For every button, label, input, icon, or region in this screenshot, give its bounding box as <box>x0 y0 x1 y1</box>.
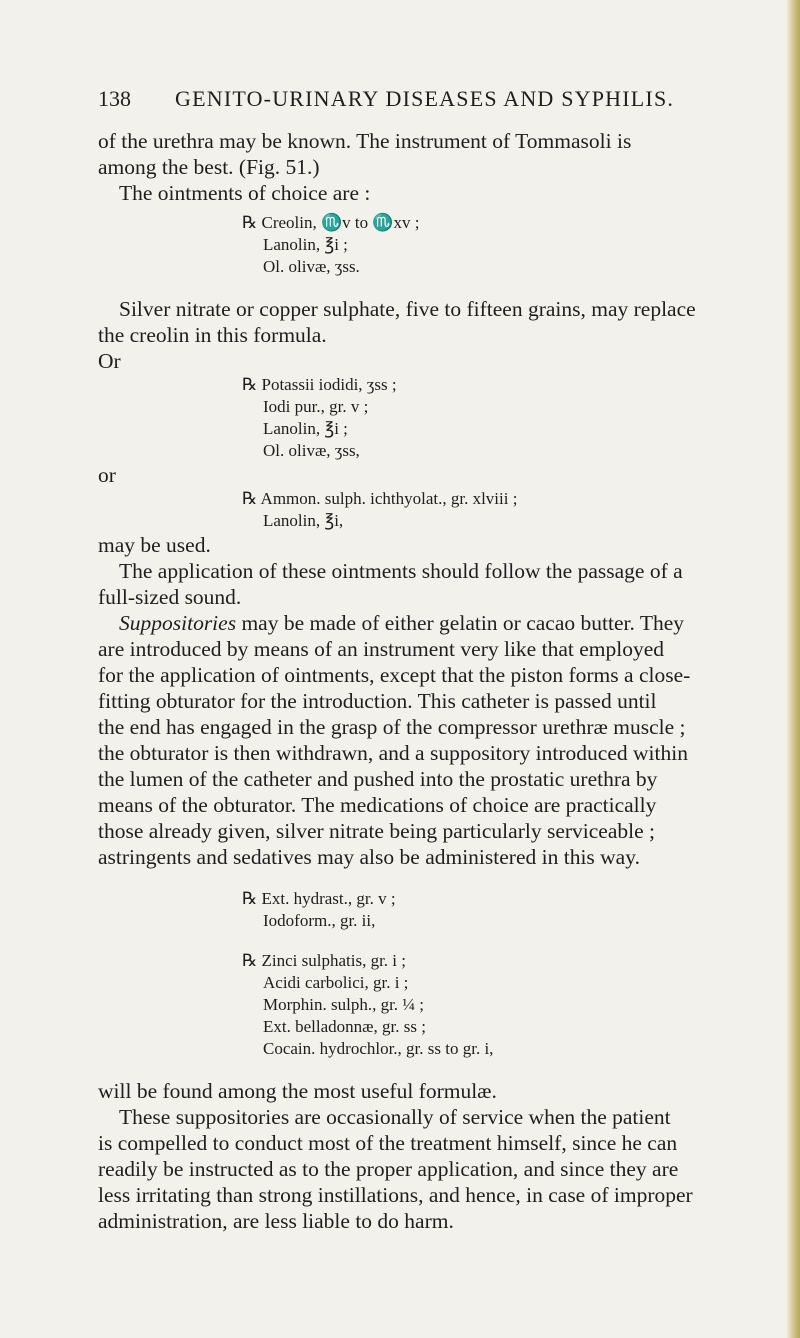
text-line: Or <box>98 349 121 373</box>
page-body <box>98 128 738 1234</box>
text-line: These suppositories are occasionally of service when the patient <box>119 1105 671 1129</box>
text-line: are introduced by means of an instrument very like that employed <box>98 637 664 661</box>
text-line <box>98 610 738 636</box>
text-line: astringents and sedatives may also be administered in this way. <box>98 845 640 869</box>
text-line: means of the obturator. The medications of choice are practically <box>98 793 657 817</box>
text-line: the end has engaged in the grasp of the compressor urethræ muscle ; <box>98 715 686 739</box>
rx-line: Acidi carbolici, gr. i ; <box>263 973 409 992</box>
rx-line: Lanolin, ℥i, <box>263 511 344 530</box>
rx-line: ℞ Ext. hydrast., gr. v ; <box>242 889 396 908</box>
rx-line: Ol. olivæ, ʒss, <box>263 441 360 460</box>
text-line: or <box>98 463 116 487</box>
text-line: administration, are less liable to do harm. <box>98 1209 454 1233</box>
page-number: 138 <box>98 86 131 111</box>
text-line: fitting obturator for the introduction. This catheter is passed until <box>98 689 657 713</box>
text-line: of the urethra may be known. The instrument of Tommasoli is <box>98 129 632 153</box>
rx-line: Cocain. hydrochlor., gr. ss to gr. i, <box>263 1039 494 1058</box>
prescription-4 <box>98 888 738 932</box>
text-line: full-sized sound. <box>98 585 242 609</box>
text-line: the lumen of the catheter and pushed into the prostatic urethra by <box>98 767 658 791</box>
text-span: may be made of either gelatin or cacao butter. They <box>236 611 685 635</box>
rx-line: ℞ Zinci sulphatis, gr. i ; <box>242 951 406 970</box>
rx-line: Lanolin, ℥i ; <box>263 419 348 438</box>
text-line: The application of these ointments should follow the passage of a <box>119 559 683 583</box>
prescription-3 <box>98 488 738 532</box>
text-line: the obturator is then withdrawn, and a suppository introduced within <box>98 741 688 765</box>
text-line: for the application of ointments, except that the piston forms a close- <box>98 663 691 687</box>
text-line: among the best. (Fig. 51.) <box>98 155 320 179</box>
rx-line: Ext. belladonnæ, gr. ss ; <box>263 1017 426 1036</box>
rx-line: Lanolin, ℥i ; <box>263 235 348 254</box>
rx-line: ℞ Ammon. sulph. ichthyolat., gr. xlviii ; <box>242 489 518 508</box>
prescription-1 <box>98 212 738 278</box>
text-line: readily be instructed as to the proper application, and since they are <box>98 1157 679 1181</box>
text-line: Silver nitrate or copper sulphate, five to fifteen grains, may replace <box>119 297 696 321</box>
text-line: those already given, silver nitrate being particularly serviceable ; <box>98 819 655 843</box>
rx-line: Iodoform., gr. ii, <box>263 911 376 930</box>
text-line: the creolin in this formula. <box>98 323 327 347</box>
rx-line: Ol. olivæ, ʒss. <box>263 257 360 276</box>
text-line: may be used. <box>98 533 211 557</box>
page-edge <box>786 0 800 1338</box>
prescription-5 <box>98 950 738 1060</box>
rx-line: Iodi pur., gr. v ; <box>263 397 369 416</box>
rx-line: Morphin. sulph., gr. ¼ ; <box>263 995 425 1014</box>
italic-term: Suppositories <box>119 611 237 635</box>
text-line: will be found among the most useful formulæ. <box>98 1079 497 1103</box>
rx-line: ℞ Potassii iodidi, ʒss ; <box>242 375 397 394</box>
text-line: is compelled to conduct most of the treatment himself, since he can <box>98 1131 678 1155</box>
text-line: The ointments of choice are : <box>119 181 371 205</box>
prescription-2 <box>98 374 738 462</box>
running-title: GENITO-URINARY DISEASES AND SYPHILIS. <box>175 86 675 111</box>
rx-line: ℞ Creolin, ♏v to ♏xv ; <box>242 213 420 232</box>
text-line: less irritating than strong instillations, and hence, in case of improper <box>98 1183 693 1207</box>
